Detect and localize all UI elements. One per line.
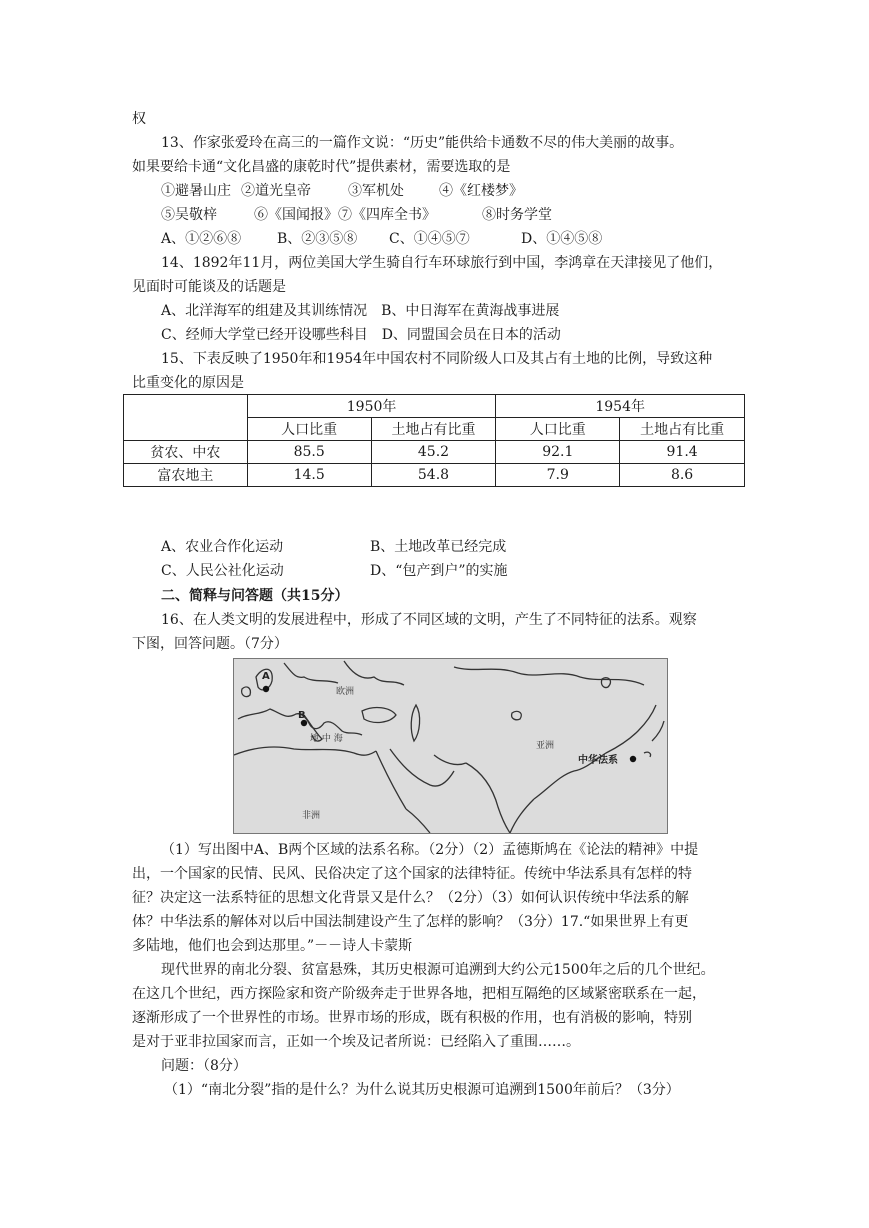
row-label: 富农地主: [124, 464, 248, 487]
paragraph-line: 征？决定这一法系特征的思想文化背景又是什么？（2分）（3）如何认识传统中华法系的解: [132, 890, 689, 906]
subheader-cell: 人口比重: [247, 418, 371, 441]
question-16-stem: 16、在人类文明的发展进程中，形成了不同区域的文明，产生了不同特征的法系。观察: [161, 612, 697, 628]
paragraph-line: 逐渐形成了一个世界性的市场。世界市场的形成，既有积极的作用，也有消极的影响，特别: [132, 1010, 692, 1026]
q13-option-b: B、②③⑤⑧: [277, 231, 358, 247]
row-label: 贫农、中农: [124, 441, 248, 464]
map-label-asia: 亚洲: [536, 741, 555, 751]
map-label-a: A: [262, 671, 270, 682]
table-cell: 92.1: [496, 441, 620, 464]
table-corner-cell: [124, 395, 248, 441]
year-1950-header: 1950年: [247, 395, 496, 418]
question-14-options-ab: A、北洋海军的组建及其训练情况 B、中日海军在黄海战事进展: [161, 303, 560, 319]
land-distribution-table: [123, 394, 745, 487]
world-map-figure: [233, 658, 668, 834]
q13-item: ③军机处: [348, 183, 404, 199]
subheader-cell: 土地占有比重: [620, 418, 745, 441]
table-row: [124, 441, 745, 464]
table-row: [124, 464, 745, 487]
table-header-row: [124, 395, 745, 418]
map-label-chinese-law: 中华法系: [578, 755, 618, 766]
map-drawing: [234, 659, 667, 833]
q13-option-a: A、①②⑥⑧: [161, 231, 242, 247]
table-cell: 91.4: [620, 441, 745, 464]
question-17-quote: 多陆地，他们也会到达那里。”－－诗人卡蒙斯: [132, 938, 413, 954]
text-line: 权: [132, 111, 146, 127]
table-cell: 54.8: [371, 464, 496, 487]
year-1954-header: 1954年: [496, 395, 745, 418]
table-cell: 85.5: [247, 441, 371, 464]
table-cell: 8.6: [620, 464, 745, 487]
q15-option-a: A、农业合作化运动: [161, 539, 284, 555]
subheader-cell: 土地占有比重: [371, 418, 496, 441]
question-13-stem-cont: 如果要给卡通“文化昌盛的康乾时代”提供素材，需要选取的是: [132, 159, 511, 175]
q15-option-b: B、土地改革已经完成: [370, 539, 507, 555]
map-label-mediterranean: 地 中 海: [310, 734, 343, 744]
question-16-subquestions: （1）写出图中A、B两个区域的法系名称。（2分）（2）孟德斯鸠在《论法的精神》中提: [161, 842, 699, 858]
paragraph-line: 体？中华法系的解体对以后中国法制建设产生了怎样的影响？（3分）17.“如果世界上有更: [132, 914, 689, 930]
paragraph-line: 出，一个国家的民情、民风、民俗决定了这个国家的法律特征。传统中华法系具有怎样的特: [132, 866, 692, 882]
question-16-stem-cont: 下图，回答问题。（7分）: [132, 636, 288, 652]
q13-item: ⑤吴敬梓: [161, 207, 217, 223]
q15-option-c: C、人民公社化运动: [161, 563, 284, 579]
map-label-africa: 非洲: [302, 811, 321, 821]
table-cell: 45.2: [371, 441, 496, 464]
question-17-subquestion-1: （1）“南北分裂”指的是什么？为什么说其历史根源可追溯到1500年前后？（3分）: [164, 1082, 680, 1098]
question-14-options-cd: C、经师大学堂已经开设哪些科目 D、同盟国会员在日本的活动: [161, 327, 561, 343]
q13-option-c: C、①④⑤⑦: [389, 231, 470, 247]
question-17-material: 现代世界的南北分裂、贫富悬殊，其历史根源可追溯到大约公元1500年之后的几个世纪。: [161, 962, 715, 978]
table-cell: 7.9: [496, 464, 620, 487]
subheader-cell: 人口比重: [496, 418, 620, 441]
map-label-b: B: [298, 710, 306, 721]
q13-item: ②道光皇帝: [241, 183, 311, 199]
section-2-heading: 二、简释与问答题（共15分）: [161, 588, 349, 604]
map-label-europe: 欧洲: [336, 687, 355, 697]
q13-item: ④《红楼梦》: [439, 183, 523, 199]
q13-option-d: D、①④⑤⑧: [521, 231, 603, 247]
paragraph-line: 在这几个世纪，西方探险家和资产阶级奔走于世界各地，把相互隔绝的区域紧密联系在一起，: [132, 986, 706, 1002]
q13-item: ①避暑山庄: [161, 183, 231, 199]
question-14-stem-cont: 见面时可能谈及的话题是: [132, 279, 286, 295]
question-14-stem: 14、1892年11月，两位美国大学生骑自行车环球旅行到中国，李鸿章在天津接见了他们，: [161, 255, 723, 271]
question-15-stem: 15、下表反映了1950年和1954年中国农村不同阶级人口及其占有土地的比例，导致这种: [161, 351, 713, 367]
paragraph-line: 是对于亚非拉国家而言，正如一个埃及记者所说：已经陷入了重围……。: [132, 1034, 580, 1050]
q13-item: ⑧时务学堂: [482, 207, 552, 223]
question-17-problem-heading: 问题：（8分）: [161, 1058, 247, 1074]
q13-item: ⑥《国闻报》⑦《四库全书》: [254, 207, 436, 223]
table-cell: 14.5: [247, 464, 371, 487]
q15-option-d: D、“包产到户”的实施: [370, 563, 508, 579]
question-13-stem: 13、作家张爱玲在高三的一篇作文说：“历史”能供给卡通数不尽的伟大美丽的故事。: [161, 135, 684, 151]
question-15-stem-cont: 比重变化的原因是: [132, 375, 244, 391]
